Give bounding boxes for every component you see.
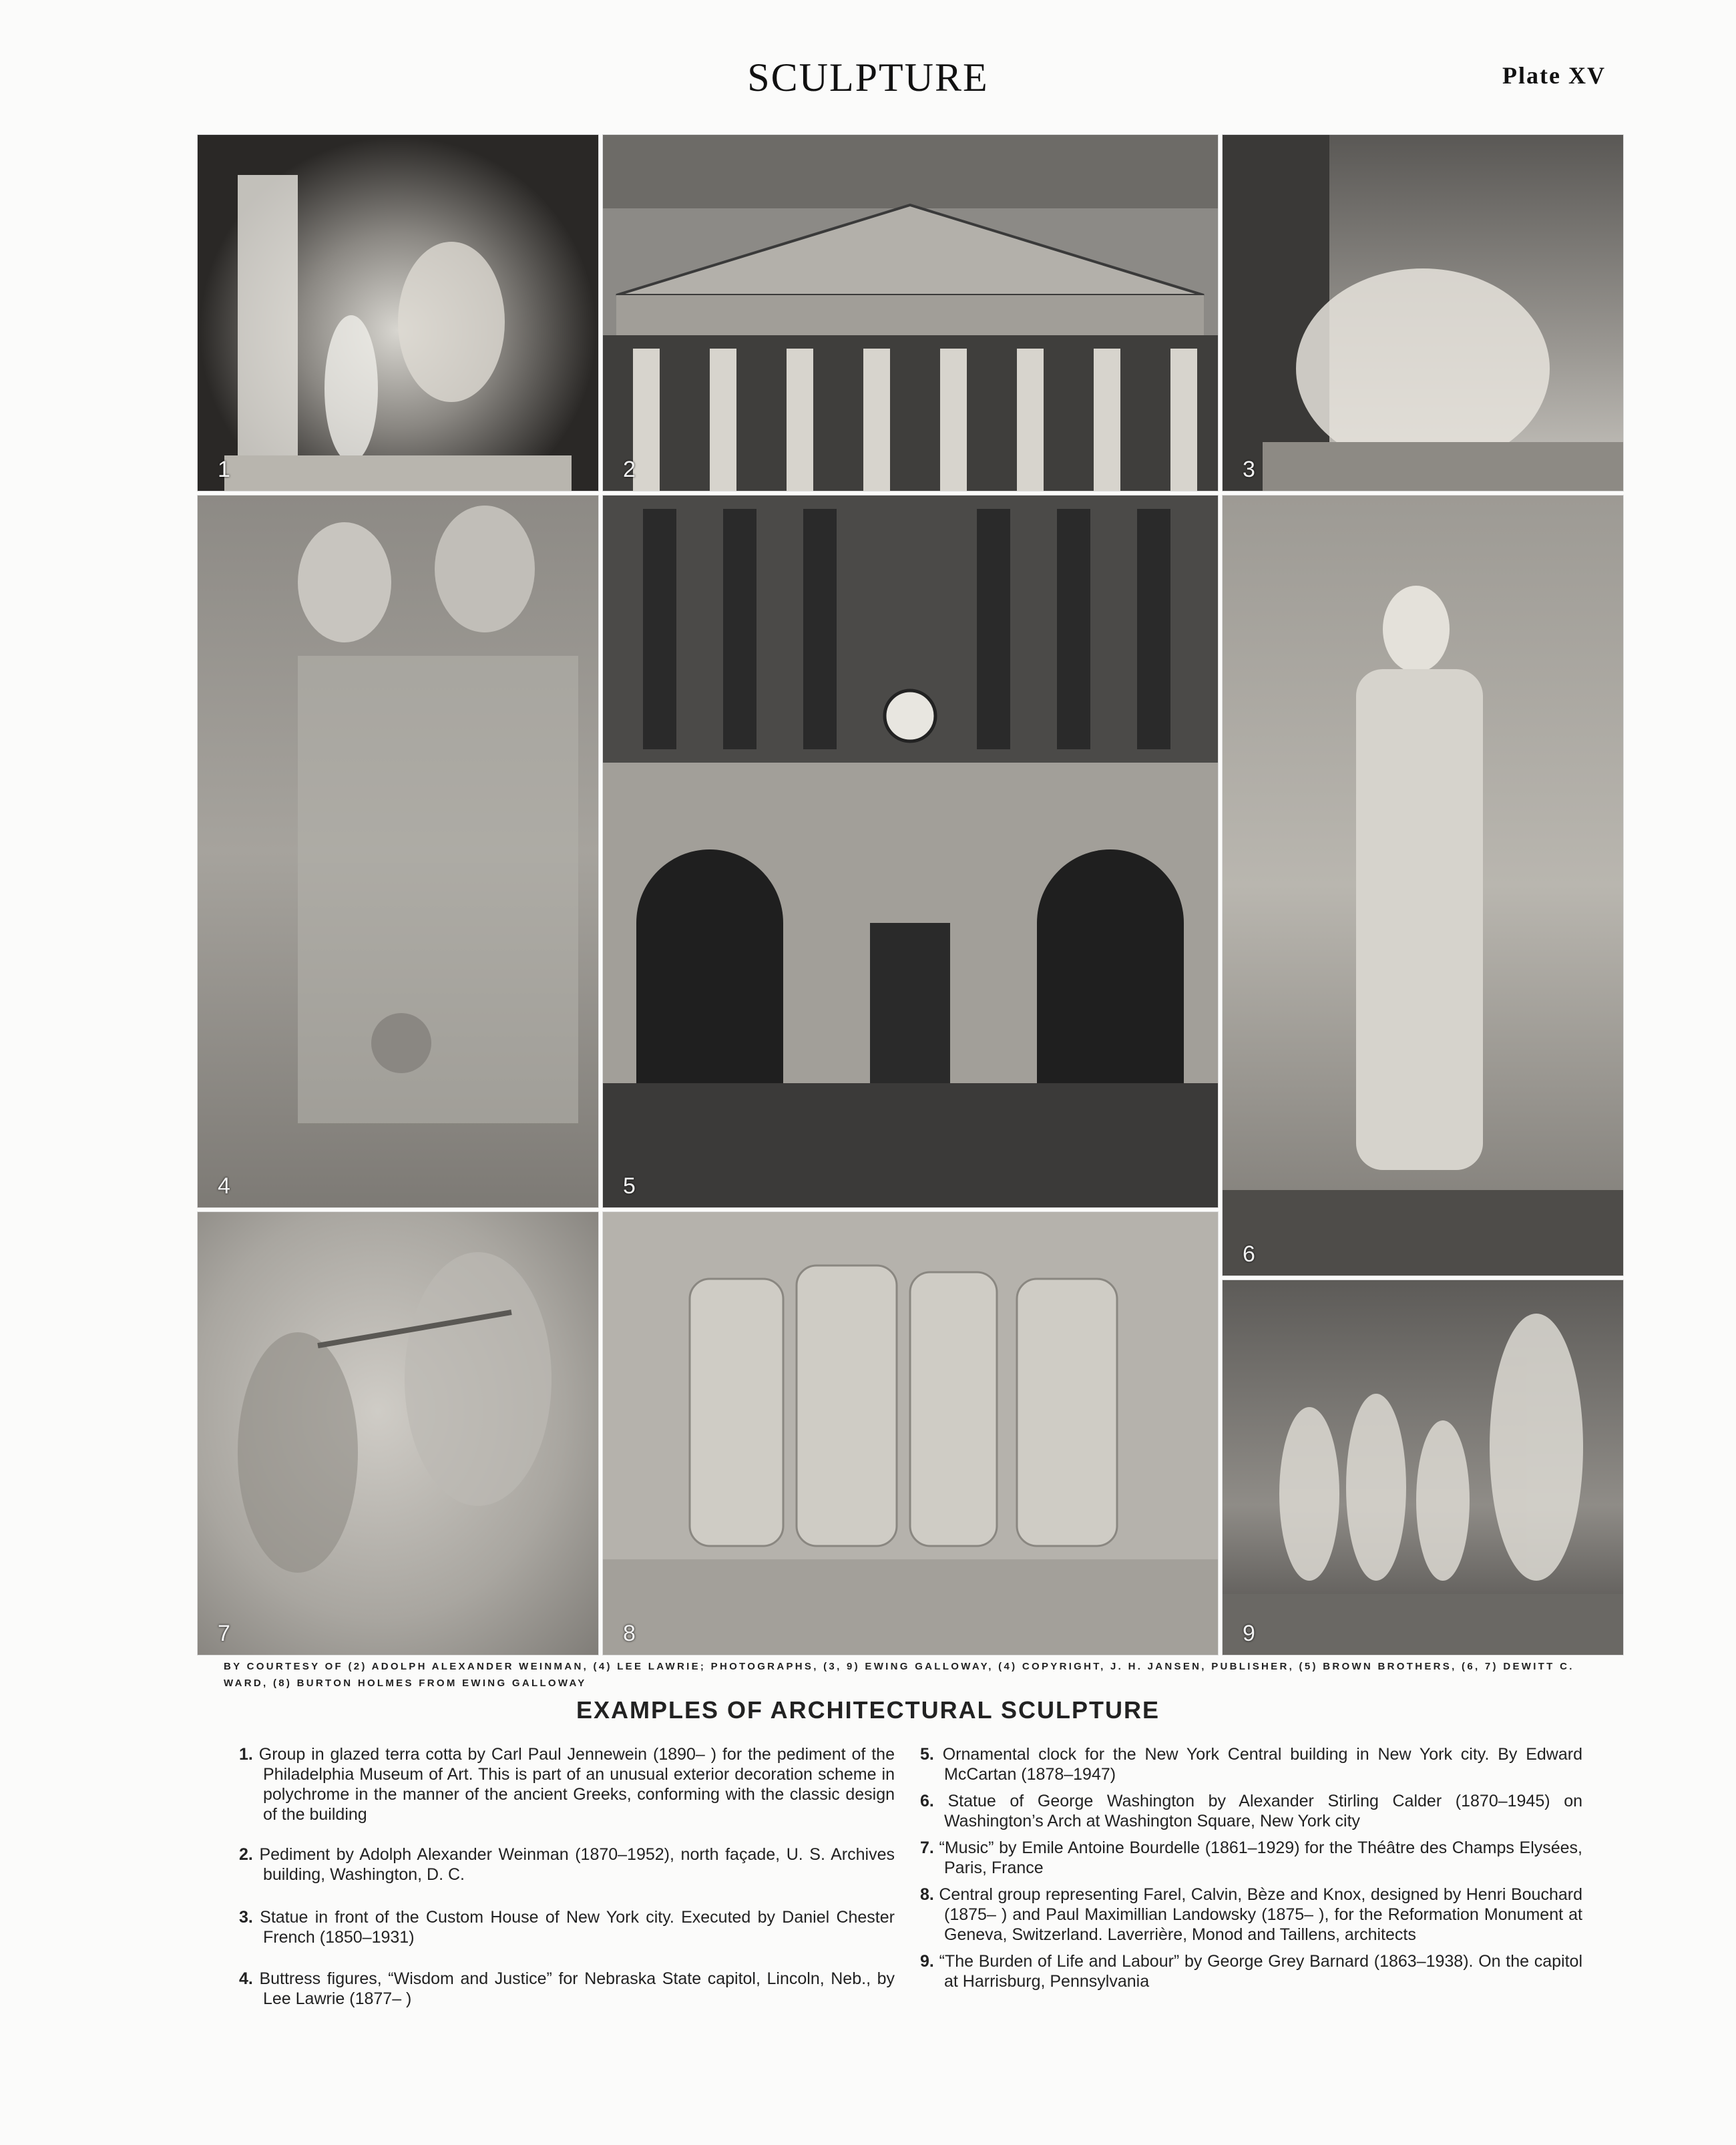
caption-number: 9. — [920, 1952, 934, 1971]
photo-8-reformation-monument — [602, 1211, 1219, 1655]
caption-item — [908, 1838, 1582, 1878]
captions-right-column — [908, 1744, 1582, 1991]
caption-number: 8. — [920, 1885, 934, 1904]
caption-text: Central group representing Farel, Calvin, Bèze and Knox, designed by Henri Bouchard (1875– ) and Paul Maximillian Landowsky (1875– ), for the Reformation Monument at Geneva, Switzerland. Laverrière, Monod and Taillens, architects — [939, 1885, 1583, 1944]
photo-number: 1 — [218, 457, 230, 482]
photo-number: 7 — [218, 1621, 230, 1646]
photo-9-burden-of-life — [1222, 1280, 1624, 1655]
photo-number: 4 — [218, 1173, 230, 1199]
caption-number: 5. — [920, 1745, 934, 1764]
caption-number: 1. — [239, 1745, 253, 1764]
caption-item — [227, 1907, 895, 1947]
caption-item — [908, 1951, 1582, 1991]
caption-text: “Music” by Emile Antoine Bourdelle (1861–1929) for the Théâtre des Champs Elysées, Paris, France — [939, 1838, 1582, 1877]
photo-2-archives-pediment — [602, 134, 1219, 492]
photo-1-terra-cotta-group — [197, 134, 599, 492]
captions-left-column — [227, 1744, 895, 2009]
section-heading: EXAMPLES OF ARCHITECTURAL SCULPTURE — [576, 1696, 1160, 1724]
caption-text: Pediment by Adolph Alexander Weinman (1870–1952), north façade, U. S. Archives building, Washington, D. C. — [259, 1845, 895, 1884]
photo-credits: BY COURTESY OF (2) ADOLPH ALEXANDER WEINMAN, (4) LEE LAWRIE; PHOTOGRAPHS, (3, 9) EWING GALLOWAY, (4) COPYRIGHT, J. H. JANSEN, PUBLISHER, (5) BROWN BROTHERS, (6, 7) DEWITT C. WARD, (8) BURTON HOLMES FROM EWING GALLOWAY — [224, 1661, 1574, 1689]
caption-number: 7. — [920, 1838, 934, 1857]
photo-4-wisdom-and-justice — [197, 495, 599, 1208]
photo-number: 5 — [623, 1173, 636, 1199]
photo-number: 3 — [1243, 457, 1255, 482]
photo-number: 8 — [623, 1621, 636, 1646]
plate-number: Plate XV — [1502, 62, 1606, 89]
caption-number: 3. — [239, 1908, 253, 1927]
caption-item — [227, 1844, 895, 1885]
building-facade-illustration — [603, 496, 1218, 1207]
photo-7-music-relief — [197, 1211, 599, 1655]
caption-item — [908, 1744, 1582, 1784]
photo-number: 6 — [1243, 1241, 1255, 1267]
music-relief-illustration — [198, 1212, 598, 1655]
caption-text: Ornamental clock for the New York Central building in New York city. By Edward McCartan (1878–1947) — [942, 1745, 1582, 1784]
statue-group-illustration — [198, 135, 598, 491]
relief-figures-illustration — [198, 496, 598, 1207]
caption-text: Statue of George Washington by Alexander Stirling Calder (1870–1945) on Washington’s Arch at Washington Square, New York city — [944, 1792, 1582, 1830]
page-title: SCULPTURE — [747, 55, 989, 100]
photo-3-custom-house-statue — [1222, 134, 1624, 492]
caption-number: 6. — [920, 1792, 934, 1810]
caption-item — [227, 1969, 895, 2009]
caption-item — [908, 1885, 1582, 1945]
caption-text: “The Burden of Life and Labour” by George Grey Barnard (1863–1938). On the capitol at Harrisburg, Pennsylvania — [939, 1952, 1583, 1991]
building-pediment-illustration — [603, 135, 1218, 491]
caption-item — [908, 1791, 1582, 1831]
caption-number: 2. — [239, 1845, 253, 1864]
standing-statue-illustration — [1223, 496, 1623, 1276]
photo-number: 9 — [1243, 1621, 1255, 1646]
reformation-wall-illustration — [603, 1212, 1218, 1655]
photo-6-george-washington-statue — [1222, 495, 1624, 1276]
caption-text: Group in glazed terra cotta by Carl Paul Jennewein (1890– ) for the pediment of the Philadelphia Museum of Art. This is part of an unusual exterior decoration scheme in polychrome in the manner of the ancient Greeks, conforming with the classic design of the building — [258, 1745, 895, 1824]
caption-text: Statue in front of the Custom House of New York city. Executed by Daniel Chester French (1850–1931) — [260, 1908, 895, 1947]
caption-item — [227, 1744, 895, 1824]
seated-statue-illustration — [1223, 135, 1623, 491]
photo-5-new-york-central-building — [602, 495, 1219, 1208]
caption-text: Buttress figures, “Wisdom and Justice” for Nebraska State capitol, Lincoln, Neb., by Lee Lawrie (1877– ) — [259, 1969, 895, 2008]
sculpture-group-illustration — [1223, 1280, 1623, 1655]
caption-number: 4. — [239, 1969, 253, 1988]
photo-number: 2 — [623, 457, 636, 482]
